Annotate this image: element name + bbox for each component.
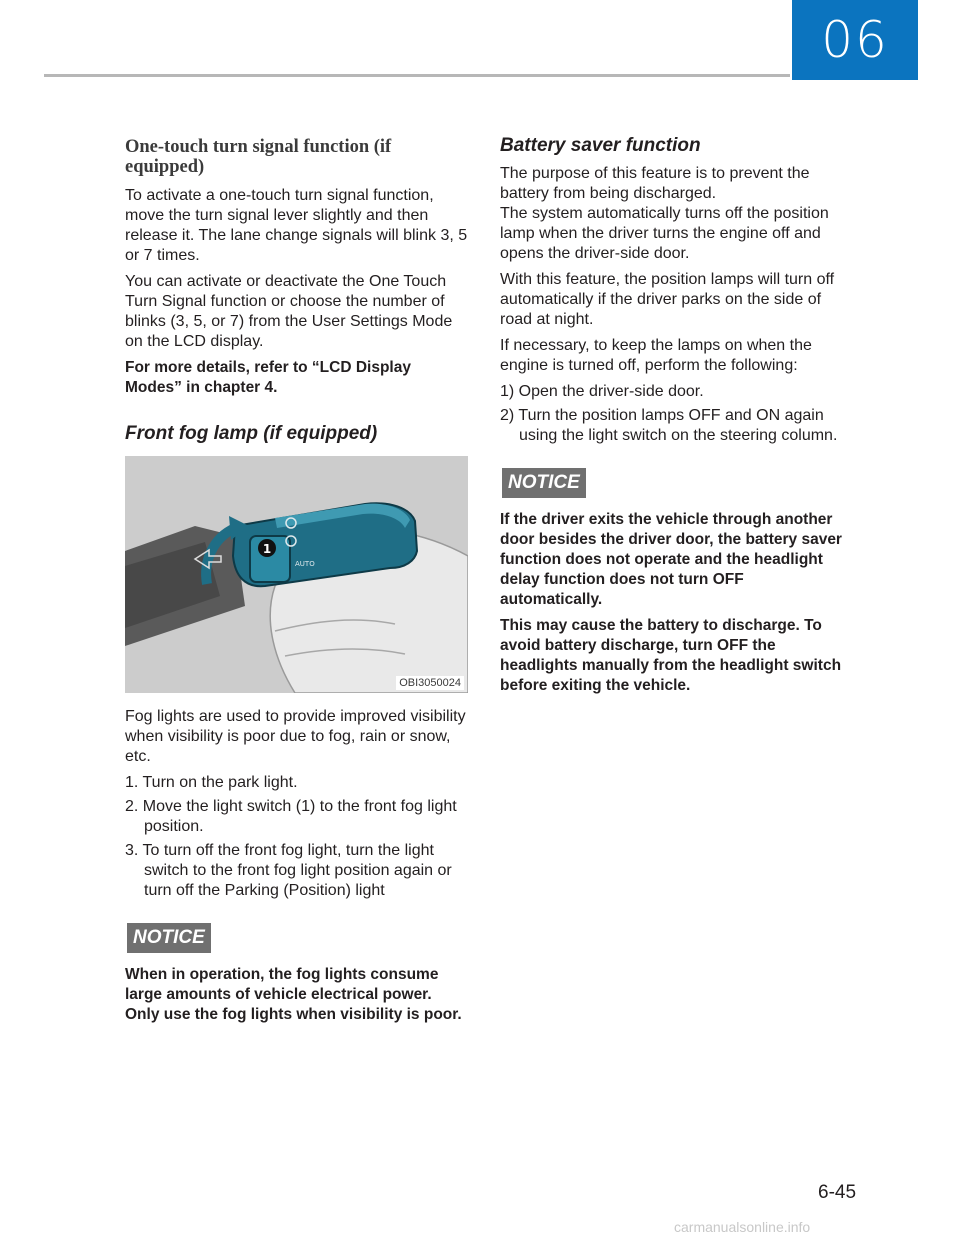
- fog-lamp-title: Front fog lamp (if equipped): [125, 423, 378, 444]
- one-touch-paragraph-1: To activate a one-touch turn signal function, move the turn signal lever slightly and then release it. The lane change signals will blink 3, 5 or 7 times.: [125, 187, 468, 264]
- list-item: 2) Turn the position lamps OFF and ON again using the light switch on the steering column.: [500, 407, 838, 444]
- battery-notice-paragraph-2: This may cause the battery to discharge. To avoid battery discharge, turn OFF the headlights manually from the headlight switch before exiting the vehicle.: [500, 617, 842, 694]
- fog-steps: [125, 773, 470, 901]
- one-touch-reference: For more details, refer to “LCD Display Modes” in chapter 4.: [125, 359, 411, 396]
- battery-saver-title: Battery saver function: [500, 135, 701, 156]
- battery-paragraph-2: With this feature, the position lamps will turn off automatically if the driver parks on the side of road at night.: [500, 271, 835, 328]
- page-number: 6-45: [818, 1182, 857, 1203]
- list-item: 3. To turn off the front fog light, turn the light switch to the front fog light position again or turn off the Parking (Position) light: [125, 842, 452, 899]
- right-column: [500, 134, 845, 702]
- battery-paragraph-3: If necessary, to keep the lamps on when the engine is turned off, perform the following:: [500, 337, 812, 374]
- watermark: carmanualsonline.info: [674, 1219, 811, 1235]
- auto-label: AUTO: [295, 560, 315, 568]
- list-item: 1. Turn on the park light.: [125, 774, 298, 791]
- one-touch-title: One-touch turn signal function (if equipped): [125, 137, 392, 177]
- light-switch-illustration: [125, 456, 468, 693]
- fog-lamp-figure: [125, 456, 468, 693]
- callout-label: 1: [262, 542, 272, 556]
- battery-paragraph-1a: The purpose of this feature is to prevent the battery from being discharged.: [500, 165, 810, 202]
- figure-code: OBI3050024: [396, 676, 464, 690]
- header-rule: [44, 74, 790, 77]
- list-item: 1) Open the driver-side door.: [500, 383, 704, 400]
- fog-notice-text: When in operation, the fog lights consume large amounts of vehicle electrical power. Only use the fog lights when visibility is poor.: [125, 966, 462, 1023]
- fog-paragraph-1: Fog lights are used to provide improved visibility when visibility is poor due to fog, rain or snow, etc.: [125, 708, 466, 765]
- battery-paragraph-1b: The system automatically turns off the position lamp when the driver turns the engine off and opens the driver-side door.: [500, 205, 829, 262]
- one-touch-paragraph-2: You can activate or deactivate the One Touch Turn Signal function or choose the number of blinks (3, 5, or 7) from the User Settings Mode on the LCD display.: [125, 273, 453, 350]
- chapter-tab: 06: [792, 0, 918, 80]
- list-item: 2. Move the light switch (1) to the front fog light position.: [125, 798, 457, 835]
- notice-badge: NOTICE: [127, 923, 211, 953]
- battery-steps: [500, 382, 845, 446]
- notice-badge: NOTICE: [502, 468, 586, 498]
- battery-notice-paragraph-1: If the driver exits the vehicle through another door besides the driver door, the battery saver function does not operate and the headlight delay function does not turn OFF automatically.: [500, 511, 842, 608]
- left-column: [125, 134, 470, 1031]
